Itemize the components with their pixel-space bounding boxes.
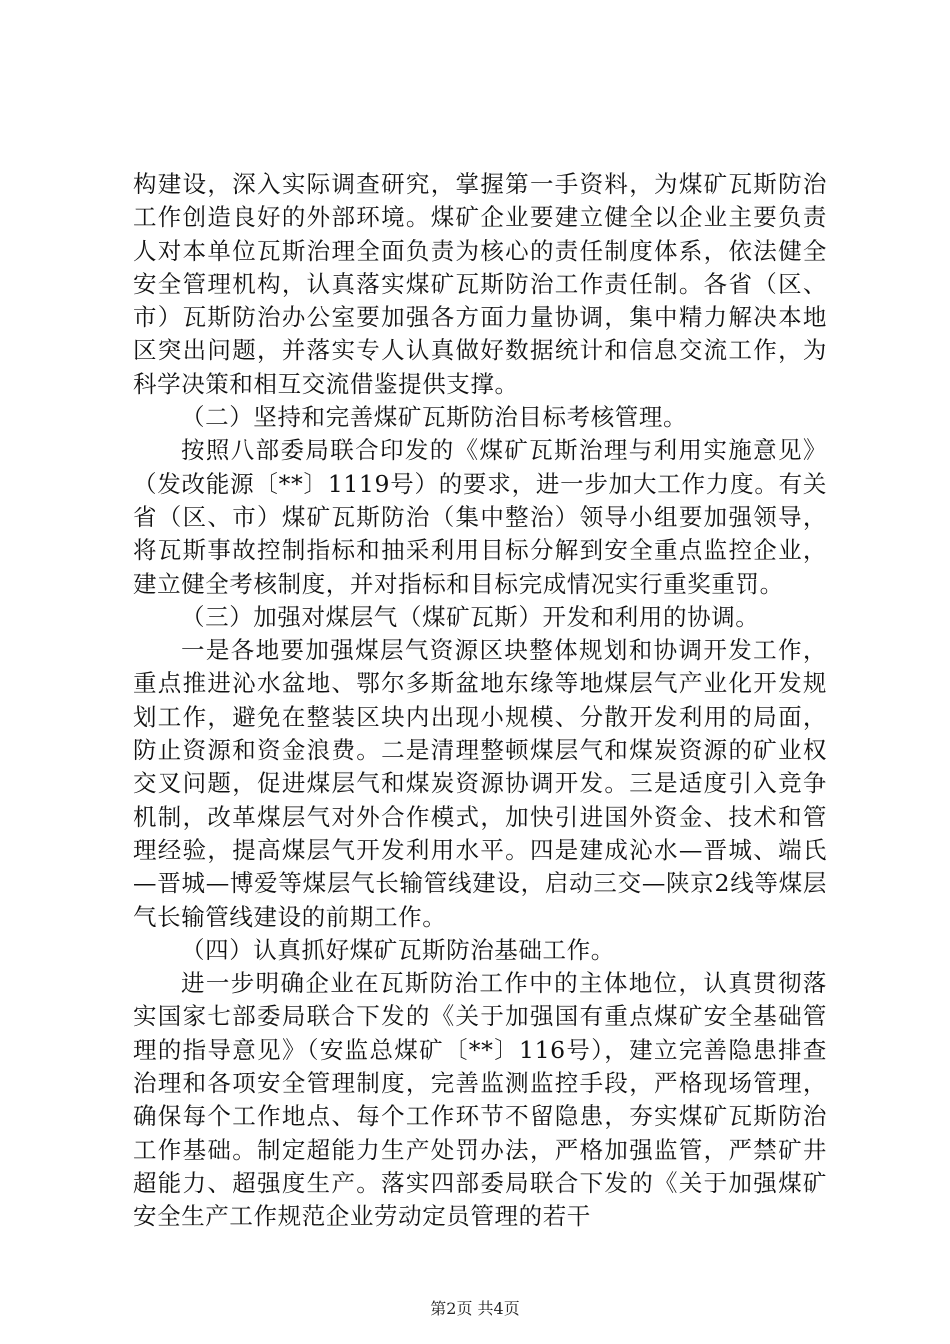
paragraph-continuation: 构建设，深入实际调查研究，掌握第一手资料，为煤矿瓦斯防治工作创造良好的外部环境。煤矿企业要建立健全以企业主要负责人对本单位瓦斯治理全面负责为核心的责任制度体系，依法健全安全管理机构，认真落实煤矿瓦斯防治工作责任制。各省（区、市）瓦斯防治办公室要加强各方面力量协调，集中精力解决本地区突出问题，并落实专人认真做好数据统计和信息交流工作，为科学决策和相互交流借鉴提供支撑。 — [133, 170, 827, 398]
page-footer — [0, 1296, 950, 1319]
section-heading-2: （二）坚持和完善煤矿瓦斯防治目标考核管理。 — [181, 403, 688, 432]
paragraph-section-3: 一是各地要加强煤层气资源区块整体规划和协调开发工作，重点推进沁水盆地、鄂尔多斯盆地东缘等地煤层气产业化开发规划工作，避免在整装区块内出现小规模、分散开发利用的局面，防止资源和资金浪费。二是清理整顿煤层气和煤炭资源的矿业权交叉问题，促进煤层气和煤炭资源协调开发。三是适度引入竞争机制，改革煤层气对外合作模式，加快引进国外资金、技术和管理经验，提高煤层气开发利用水平。四是建成沁水—晋城、端氏—晋城—博爱等煤层气长输管线建设，启动三交—陕京2线等煤层气长输管线建设的前期工作。 — [133, 636, 827, 931]
paragraph-section-2: 按照八部委局联合印发的《煤矿瓦斯治理与利用实施意见》（发改能源〔**〕1119号）的要求，进一步加大工作力度。有关省（区、市）煤矿瓦斯防治（集中整治）领导小组要加强领导，将瓦斯事故控制指标和抽采利用目标分解到安全重点监控企业，建立健全考核制度，并对指标和目标完成情况实行重奖重罚。 — [133, 436, 827, 598]
section-heading-4: （四）认真抓好煤矿瓦斯防治基础工作。 — [181, 935, 615, 964]
paragraph-section-4: 进一步明确企业在瓦斯防治工作中的主体地位，认真贯彻落实国家七部委局联合下发的《关于加强国有重点煤矿安全基础管理的指导意见》（安监总煤矿〔**〕116号），建立完善隐患排查治理和各项安全管理制度，完善监测监控手段，严格现场管理，确保每个工作地点、每个工作环节不留隐患，夯实煤矿瓦斯防治工作基础。制定超能力生产处罚办法，严格加强监管，严禁矿井超能力、超强度生产。落实四部委局联合下发的《关于加强煤矿安全生产工作规范企业劳动定员管理的若干 — [133, 969, 827, 1231]
document-body — [133, 168, 827, 1234]
page-total: 共4页 — [477, 1299, 520, 1318]
page-number: 第2页 — [430, 1299, 473, 1318]
section-heading-3: （三）加强对煤层气（煤矿瓦斯）开发和利用的协调。 — [181, 602, 760, 631]
